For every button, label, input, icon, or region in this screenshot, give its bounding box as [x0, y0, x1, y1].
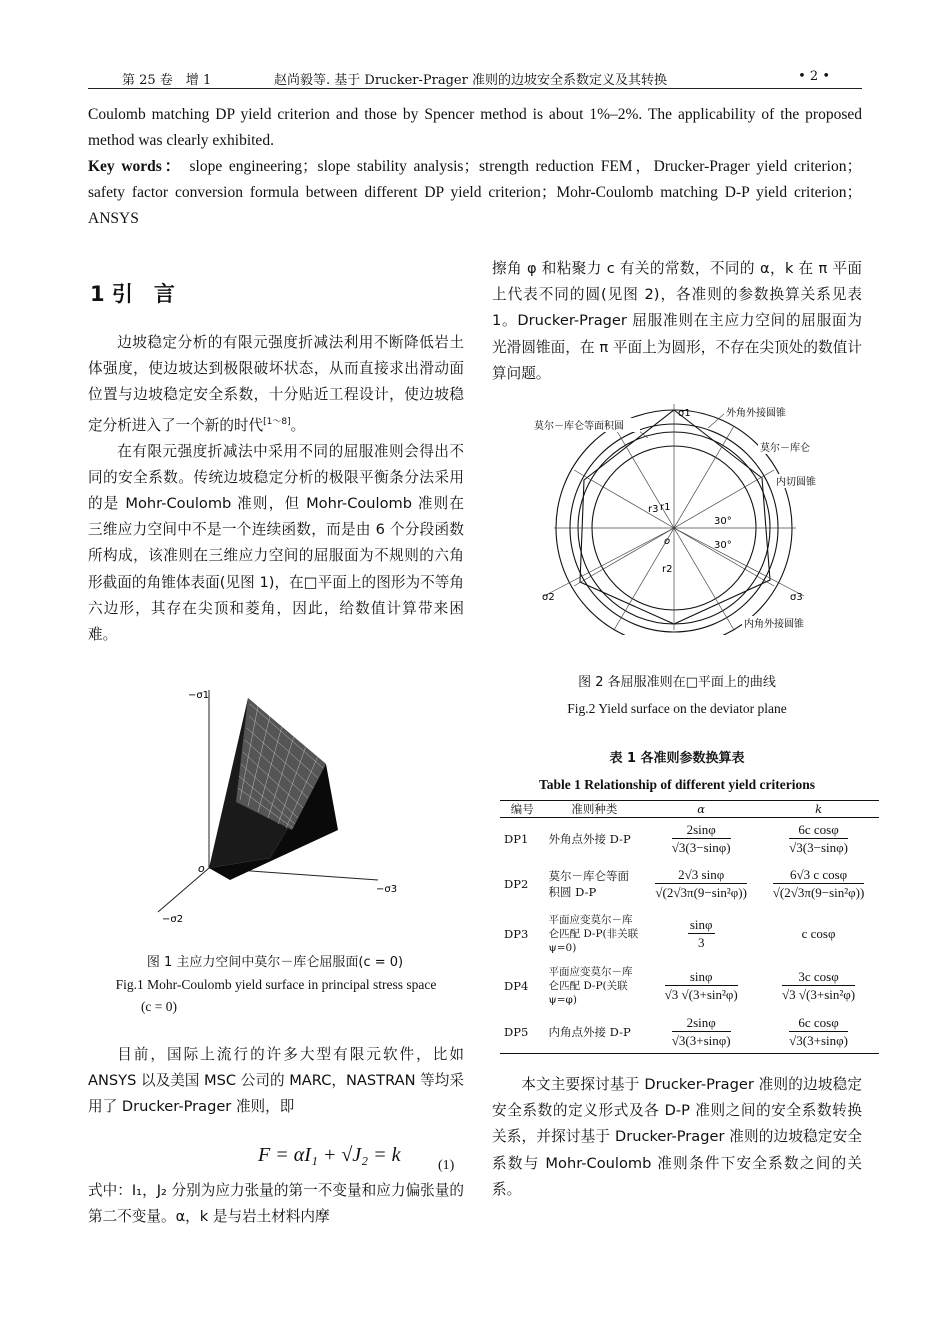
col-k: k: [815, 802, 823, 816]
label-inner-outer: 内角外接圆锥: [744, 619, 804, 630]
col-name: 准则种类: [571, 802, 618, 816]
equation-number: (1): [438, 1158, 455, 1173]
fig2-angle-b: 30°: [714, 540, 732, 551]
paragraph-2: 在有限元强度折减法中采用不同的屈服准则会得出不同的安全系数。传统边坡稳定分析的极限平衡条分法采用的是 Mohr-Coulomb 准则，但 Mohr-Coulomb 准则在三维应力空间中不是一个连续函数，而是由 6 个分段函数所构成，该准则在三维应力空间的屈服面为不规则的六角形截面的角锥体表面(见图 1)，在□平面上的图形为不等角六边形，其存在尖顶和菱角，因此，给数值计算带来困难。: [88, 442, 464, 644]
citation: [1～8]: [263, 416, 291, 427]
table-row: DP3 平面应变莫尔－库仑匹配 D-P(非关联 ψ=0) $\frac{\sin\varphi}{3}$ c cosφ: [504, 913, 836, 954]
running-header: [88, 66, 862, 89]
paragraph-4: 式中：I₁，J₂ 分别为应力张量的第一不变量和应力偏张量的第二不变量。α，k 是与岩土材料内摩: [88, 1182, 464, 1226]
figure-1-mohr-coulomb-surface: [140, 680, 410, 925]
table-row: DP2 莫尔－库仑等面积圆 D-P $\frac{2√3 \sin\varphi}{\text{√(2√3π(9−sin²φ))}}$ $\frac{\text{6√3 c cosφ}}{\text{√(2√3π(9−sin²φ))}}$: [504, 866, 865, 900]
col-id: 编号: [510, 802, 534, 816]
equation-1: F = αI₁ + √J₂ = k: [258, 1144, 401, 1166]
journal-volume: 第 25 卷 增 1: [122, 73, 212, 88]
fig2-r1: r1: [660, 502, 671, 513]
fig2-r2: r2: [662, 564, 673, 575]
table-row: DP5 内角点外接 D-P $\frac{2\sin\varphi}{√3(3+\sin\varphi)}$ $\frac{\text{6c cosφ}}{√3(3+\sin\varphi)}$: [504, 1015, 848, 1049]
right-paragraph-1: 擦角 φ 和粘聚力 c 有关的常数，不同的 α，k 在 π 平面上代表不同的圆(见图 2)，各准则的参数换算关系见表 1。Drucker-Prager 屈服准则在主应力空间的屈服面为光滑圆锥面，在 π 平面上为圆形，不存在尖顶处的数值计算问题。: [492, 260, 862, 382]
figure-1-caption-cn: 图 1 主应力空间中莫尔－库仑屈服面(c = 0): [146, 955, 404, 970]
table-title-en: Table 1 Relationship of different yield criterions: [539, 777, 815, 792]
keywords: [88, 154, 862, 232]
paragraph-3: 目前，国际上流行的许多大型有限元软件，比如 ANSYS 以及美国 MSC 公司的 MARC，NASTRAN 等均采用了 Drucker-Prager 准则，即: [88, 1046, 464, 1116]
parameter-table: [500, 800, 879, 1054]
fig2-origin: o: [664, 536, 671, 547]
fig2-r3: r3: [648, 504, 659, 515]
section-heading: 1 引 言: [90, 282, 175, 306]
paragraph-1: 边坡稳定分析的有限元强度折减法利用不断降低岩土体强度，使边坡达到极限破坏状态，从而直接求出滑动面位置与边坡稳定安全系数，十分贴近工程设计，使边坡稳定分析进入了一个新的时代[1～8]。: [88, 334, 464, 434]
figure-1-caption-en: Fig.1 Mohr-Coulomb yield surface in principal stress space: [115, 977, 437, 992]
figure-2-caption-en: Fig.2 Yield surface on the deviator plane: [567, 701, 787, 716]
axis-label-s3: −σ3: [376, 884, 398, 895]
mohr-coulomb-hexagon: [580, 410, 770, 624]
figure-1-caption-en-2: (c = 0): [140, 999, 178, 1014]
missing-glyph-box: □: [303, 573, 318, 591]
left-column-text: [88, 330, 464, 648]
origin-label: o: [198, 862, 205, 875]
fig2-s1: σ1: [678, 408, 691, 419]
right-paragraph-2: 本文主要探讨基于 Drucker-Prager 准则的边坡稳定安全系数的定义形式及各 D-P 准则之间的安全系数转换关系，并探讨基于 Drucker-Prager 准则的边坡稳定安全系数与 Mohr-Coulomb 准则条件下安全系数之间的关系。: [492, 1076, 862, 1198]
label-outer: 外角外接圆锥: [726, 408, 786, 419]
abstract-text: Coulomb matching DP yield criterion and those by Spencer method is about 1%–2%. The applicability of the proposed method was clearly exhibited.: [88, 106, 862, 149]
missing-glyph-box-2: □: [685, 675, 698, 690]
axis-label-s2: −σ2: [162, 914, 184, 925]
running-title: 赵尚毅等. 基于 Drucker-Prager 准则的边坡安全系数定义及其转换: [274, 73, 667, 88]
label-inner: 内切圆锥: [776, 477, 816, 488]
label-mc: 莫尔－库仑: [760, 443, 810, 454]
figure-2-deviator-plane: [528, 400, 828, 635]
table-title-cn: 表 1 各准则参数换算表: [609, 751, 745, 766]
table-header-row: [500, 801, 879, 818]
page-number: • 2 •: [798, 69, 830, 84]
fig2-s2: σ2: [542, 592, 555, 603]
table-row: DP1 外角点外接 D-P $\frac{2\sin\varphi}{√3(3-\sin\varphi)}$ $\frac{\text{6c cosφ}}{√3(3-\sin\varphi)}$: [504, 821, 848, 855]
fig2-angle-a: 30°: [714, 516, 732, 527]
keywords-text: slope engineering；slope stability analysis；strength reduction FEM，Drucker-Prager yield criterion；safety factor conversion formula between different DP yield criterion；Mohr-Coulomb matching D-P yield criterion；ANSYS: [88, 158, 862, 227]
keywords-label: Key words：: [88, 158, 183, 175]
left-column-text-2: [88, 1042, 464, 1121]
fig2-s3: σ3: [790, 592, 803, 603]
label-mc-area: 莫尔－库仑等面积圆: [534, 421, 624, 432]
abstract-tail: [88, 102, 862, 232]
table-row: DP4 平面应变莫尔－库仑匹配 D-P(关联 ψ=φ) $\frac{\sin\varphi}{\text{√3 √(3+sin²φ)}}$ $\frac{\text{3c cosφ}}{\text{√3 √(3+sin²φ)}}$: [504, 965, 856, 1006]
col-alpha: α: [697, 802, 706, 816]
figure-2-caption-cn: 图 2 各屈服准则在□平面上的曲线: [578, 675, 776, 690]
axis-label-s1: −σ1: [188, 690, 210, 701]
